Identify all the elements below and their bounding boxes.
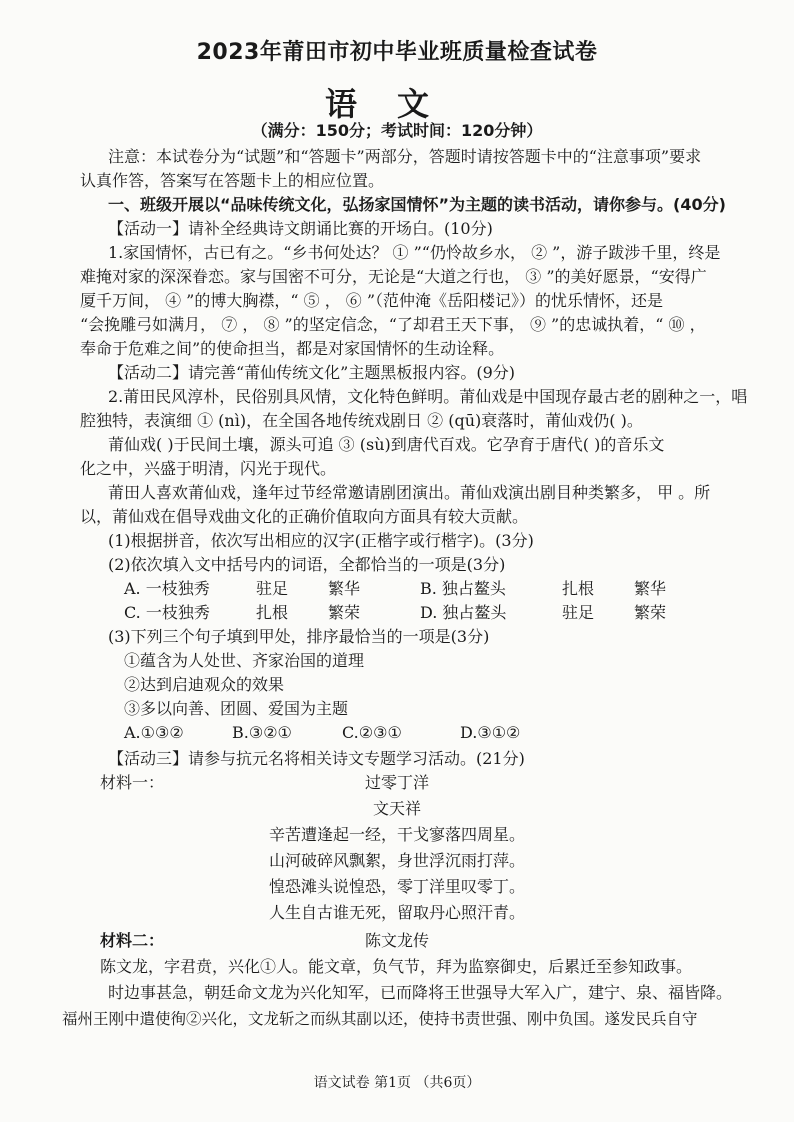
poem-line: 山河破碎风飘絮，身世浮沉雨打萍。 — [268, 851, 525, 870]
activity-2-heading: 【活动二】请完善“莆仙传统文化”主题黑板报内容。(9分) — [108, 363, 516, 382]
q3-option-d: D.③①② — [460, 723, 521, 742]
question-2-1: (1)根据拼音，依次写出相应的汉字(正楷字或行楷字)。(3分) — [108, 531, 534, 550]
material-1-label: 材料一： — [100, 773, 165, 792]
option-d-word2: 驻足 — [562, 603, 595, 622]
poem-author: 文天祥 — [372, 799, 421, 818]
option-c-word2: 扎根 — [256, 603, 289, 622]
activity-3-heading: 【活动三】请参与抗元名将相关诗文专题学习活动。(21分) — [108, 749, 525, 768]
poem-line: 惶恐滩头说惶恐，零丁洋里叹零丁。 — [268, 877, 525, 896]
activity-1-line: 厦千万间， ④ ”的博大胸襟，“ ⑤ ， ⑥ ”（范仲淹《岳阳楼记》）的忧乐情怀，还是 — [80, 291, 664, 310]
material-2-label: 材料二： — [100, 931, 165, 950]
activity-1-line: 奉命于危难之间”的使命担当，都是对家国情怀的生动诠释。 — [80, 339, 505, 358]
exam-title: 2023年莆田市初中毕业班质量检查试卷 — [196, 40, 598, 65]
q3-options-row — [124, 722, 520, 744]
activity-2-para: 2.莆田民风淳朴，民俗别具风情，文化特色鲜明。莆仙戏是中国现存最古老的剧种之一，唱 — [108, 387, 748, 406]
q3-sentence: ②达到启迪观众的效果 — [124, 675, 285, 694]
activity-2-para: 腔独特，表演细 ① (nì)，在全国各地传统戏剧日 ② (qū)衰落时，莆仙戏仍( )。 — [80, 411, 643, 430]
material-2-line: 陈文龙，字君贲，兴化①人。能文章，负气节，拜为监察御史，后累迁至参知政事。 — [100, 957, 693, 976]
question-2-3: (3)下列三个句子填到甲处，排序最恰当的一项是(3分) — [108, 627, 490, 646]
activity-1-line: 难掩对家的深深眷恋。家与国密不可分，无论是“大道之行也， ③ ”的美好愿景，“安得广 — [80, 267, 707, 286]
option-a-word1: A. 一枝独秀 — [124, 579, 210, 598]
option-a-word2: 驻足 — [256, 579, 289, 598]
q3-option-c: C.②③① — [342, 723, 402, 742]
activity-2-para: 化之中，兴盛于明清，闪光于现代。 — [80, 459, 337, 478]
poem-title: 过零丁洋 — [364, 773, 429, 792]
activity-1-line: 1.家国情怀，古已有之。“乡书何处达？ ① ”“仍怜故乡水， ② ”，游子跋涉千里，终是 — [108, 243, 721, 262]
material-2-line: 福州王刚中遣使徇②兴化，文龙斩之而纵其副以还，使持书责世强、刚中负国。遂发民兵自守 — [62, 1010, 698, 1028]
page-footer: 语文试卷 第1页 （共6页） — [313, 1075, 481, 1091]
option-a-word3: 繁华 — [328, 579, 361, 598]
exam-meta: （满分：150分；考试时间：120分钟） — [251, 121, 543, 140]
notice-line-2: 认真作答，答案写在答题卡上的相应位置。 — [80, 171, 385, 190]
q3-option-b: B.③②① — [232, 723, 292, 742]
option-b-word3: 繁华 — [634, 579, 667, 598]
section-1-heading: 一、班级开展以“品味传统文化，弘扬家国情怀”为主题的读书活动，请你参与。(40分) — [108, 195, 726, 214]
q3-sentence: ③多以向善、团圆、爱国为主题 — [124, 699, 349, 718]
q2-options-row — [124, 578, 666, 600]
activity-1-heading: 【活动一】请补全经典诗文朗诵比赛的开场白。(10分) — [108, 219, 493, 238]
question-2-2: (2)依次填入文中括号内的词语，全都恰当的一项是(3分) — [108, 555, 506, 574]
subject-title: 语文 — [324, 85, 469, 123]
notice-line-1: 注意：本试卷分为“试题”和“答题卡”两部分，答题时请按答题卡中的“注意事项”要求 — [108, 147, 702, 166]
activity-2-para: 莆仙戏( )于民间土壤，源头可追 ③ (sù)到唐代百戏。它孕育于唐代( )的音乐文 — [108, 435, 665, 454]
option-c-word1: C. 一枝独秀 — [124, 603, 210, 622]
option-b-word1: B. 独占鳌头 — [420, 579, 506, 598]
poem-line: 人生自古谁无死，留取丹心照汗青。 — [268, 903, 525, 922]
option-c-word3: 繁荣 — [328, 603, 361, 622]
q3-sentence: ①蕴含为人处世、齐家治国的道理 — [124, 651, 365, 670]
material-2-line: 时边事甚急，朝廷命文龙为兴化知军，已而降将王世强导大军入广，建宁、泉、福皆降。 — [108, 983, 733, 1002]
activity-1-line: “会挽雕弓如满月， ⑦ ， ⑧ ”的坚定信念，“了却君王天下事， ⑨ ”的忠诚执着，“ ⑩ ， — [80, 315, 706, 334]
option-d-word3: 繁荣 — [634, 603, 667, 622]
q2-options-row — [124, 602, 666, 624]
poem-line: 辛苦遭逢起一经，干戈寥落四周星。 — [268, 825, 525, 844]
material-2-title: 陈文龙传 — [364, 931, 429, 950]
option-d-word1: D. 独占鳌头 — [420, 603, 507, 622]
q3-option-a: A.①③② — [124, 723, 184, 742]
activity-2-para: 莆田人喜欢莆仙戏，逢年过节经常邀请剧团演出。莆仙戏演出剧目种类繁多， 甲 。所 — [108, 483, 711, 502]
option-b-word2: 扎根 — [562, 579, 595, 598]
activity-2-para: 以，莆仙戏在倡导戏曲文化的正确价值取向方面具有较大贡献。 — [80, 507, 529, 526]
